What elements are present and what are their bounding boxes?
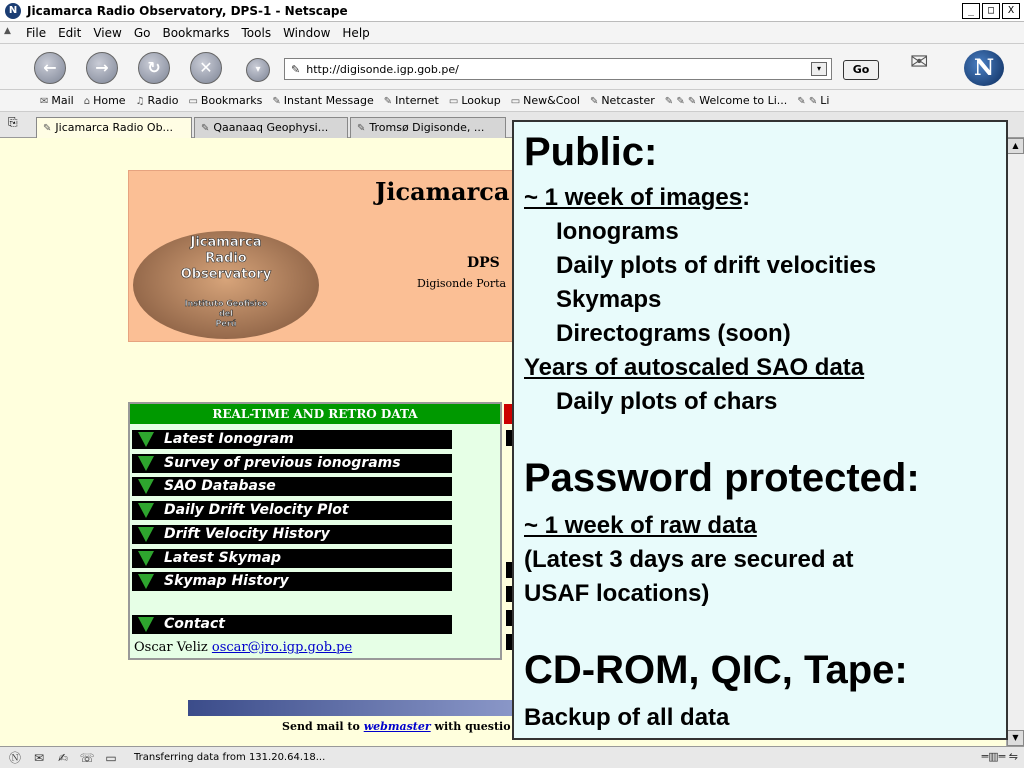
sao-line [524,354,864,382]
mail-icon[interactable]: ✉ [33,750,45,765]
item-drift-plots: Daily plots of drift velocities [556,252,877,279]
jicamarca-logo [133,231,319,339]
footer-banner [188,700,514,716]
netscape-app-icon: N [5,3,21,19]
link-label: Daily Drift Velocity Plot [164,502,349,518]
bookmark-label: Internet [395,94,439,107]
tab-label: Qaanaaq Geophysi... [213,121,329,134]
bookmark-internet[interactable] [384,94,439,107]
logo-line-4: Instituto Geofisico [184,299,268,308]
item-skymaps: Skymaps [556,286,662,313]
link-label: Survey of previous ionograms [164,455,401,471]
folder-icon: ▭ [448,96,459,107]
footer-prefix: Send mail to [282,720,360,733]
navigator-icon[interactable]: Ⓝ [8,750,21,765]
bookmark-home[interactable] [84,94,126,107]
tab-qaanaaq[interactable] [194,117,348,138]
address-book-icon[interactable]: ☏ [79,750,95,765]
composer-icon[interactable]: ✍ [57,750,69,765]
bookmark-radio[interactable] [136,94,179,107]
link-contact[interactable] [132,615,452,634]
link-icon: ✎ ✎ ✎ [664,96,697,107]
item-ionograms: Ionograms [556,218,679,245]
menu-help[interactable]: Help [342,25,370,40]
stop-button[interactable] [190,52,222,84]
contact-name: Oscar Veliz [134,640,208,655]
url-bar[interactable] [284,58,832,80]
tab-jicamarca[interactable] [36,117,192,138]
back-button[interactable] [34,52,66,84]
netscape-logo-icon[interactable]: N [964,50,1004,86]
contact-email-link[interactable]: oscar@jro.igp.gob.pe [211,640,353,655]
link-skymap-history[interactable] [132,572,452,591]
item-daily-chars: Daily plots of chars [556,388,778,415]
tab-label: Jicamarca Radio Ob... [55,121,174,134]
bookmark-netcaster[interactable] [590,94,655,107]
link-label: Latest Ionogram [164,431,294,447]
personal-toolbar [0,90,1024,112]
raw-note-2: USAF locations) [524,580,710,607]
bookmark-label: Instant Message [283,94,374,107]
bookmark-newcool[interactable] [511,94,580,107]
menu-bookmarks[interactable]: Bookmarks [162,25,230,40]
bookmark-mail[interactable] [40,94,74,107]
menu-bar [0,22,1024,44]
logo-line-5: del [219,309,233,318]
forward-button[interactable] [86,52,118,84]
logo-line-1: Jicamarca [190,235,262,250]
window-title: Jicamarca Radio Observatory, DPS-1 - Netscape [27,3,348,18]
menu-edit[interactable]: Edit [58,25,82,40]
images-colon: : [742,184,751,211]
page-icon: ✎ [43,123,52,134]
link-label: Drift Velocity History [164,526,330,542]
triangle-down-icon [138,456,154,471]
menu-tools[interactable]: Tools [241,25,272,40]
menu-window[interactable]: Window [283,25,331,40]
home-dropdown-button[interactable] [246,58,270,82]
link-icon: ✎ [272,96,281,107]
link-sao-database[interactable] [132,477,452,496]
bookmark-label: New&Cool [523,94,580,107]
link-drift-history[interactable] [132,525,452,544]
contact-line [134,640,352,655]
scroll-up-button[interactable]: ▲ [1007,138,1024,154]
bookmark-lookup[interactable] [449,94,501,107]
reload-button[interactable] [138,52,170,84]
raw-line-text: ~ 1 week of raw data [524,512,757,539]
vertical-scrollbar[interactable] [1006,138,1024,746]
bookmark-label: Netcaster [601,94,655,107]
bookmark-page-icon: ✎ [291,62,301,76]
url-input[interactable]: http://digisonde.igp.gob.pe/ [306,62,459,76]
bookmark-label: Home [93,94,126,107]
link-label: Latest Skymap [164,550,282,566]
public-heading: Public: [524,130,658,174]
raw-note-1: (Latest 3 days are secured at [524,546,854,573]
cd-heading: CD-ROM, QIC, Tape: [524,648,908,692]
tab-label: Tromsø Digisonde, ... [369,121,485,134]
bookmark-label: Mail [51,94,74,107]
bookmark-bookmarks[interactable] [188,94,262,107]
banner-dps: DPS [467,255,500,271]
bookmark-instant-message[interactable] [272,94,373,107]
link-survey-ionograms[interactable] [132,454,452,473]
footer-text [282,720,511,733]
raw-line [524,512,757,540]
menu-go[interactable]: Go [133,25,151,40]
maximize-button[interactable]: □ [982,3,1000,19]
page-icon: ✎ [201,123,210,134]
realtime-data-panel [128,402,502,660]
password-heading: Password protected: [524,456,920,500]
title-bar [0,0,1024,22]
chevron-down-icon: ▾ [255,64,261,75]
stop-icon: ✕ [199,58,213,77]
item-directograms: Directograms (soon) [556,320,791,347]
reload-icon: ↻ [147,58,161,77]
triangle-down-icon [138,527,154,542]
new-tab-icon[interactable]: ⎘ [8,115,18,129]
mail-icon: ✉ [40,96,49,107]
connection-status-icon: ═▥═ ⇋ [981,750,1018,763]
panel-header: REAL-TIME AND RETRO DATA [130,404,500,424]
go-button[interactable]: Go [843,60,879,80]
link-label: Skymap History [164,573,289,589]
minimize-button[interactable]: _ [962,3,980,19]
footer-suffix: with questio [434,720,511,733]
backup-line: Backup of all data [524,704,730,731]
url-history-dropdown[interactable]: ▾ [811,62,827,76]
tab-tromso[interactable] [350,117,506,138]
link-latest-ionogram[interactable] [132,430,452,449]
bookmark-label: Lookup [461,94,501,107]
menubar-grip-icon[interactable]: ▲ [4,25,11,36]
headphones-icon: ♫ [135,96,145,107]
link-icon: ✎ [383,96,393,107]
logo-line-6: Perú [215,319,237,328]
images-line [524,184,750,212]
bookmark-welcome[interactable] [665,94,788,107]
bookmark-label: Li [820,94,830,107]
status-bar [0,746,1024,768]
page-icon: ✎ [357,123,366,134]
menu-file[interactable]: File [26,25,47,40]
bookmark-label: Bookmarks [200,94,263,107]
triangle-down-icon [138,479,154,494]
menu-view[interactable]: View [93,25,122,40]
images-line-text: ~ 1 week of images [524,184,743,211]
sao-line-text: Years of autoscaled SAO data [524,354,865,381]
triangle-down-icon [138,617,154,632]
bookmark-label: Welcome to Li... [699,94,788,107]
link-label: SAO Database [164,478,276,494]
logo-line-2: Radio [205,251,247,266]
link-icon: ✎ [589,96,599,107]
triangle-down-icon [138,432,154,447]
folder-icon: ▭ [188,96,198,107]
webmaster-link[interactable]: webmaster [363,720,431,733]
slide-overlay-panel [512,120,1008,740]
banner-title: Jicamarca [375,177,510,206]
bookmark-label: Radio [147,94,179,107]
link-latest-skymap[interactable] [132,549,452,568]
window-controls [962,3,1020,19]
status-text: Transferring data from 131.20.64.18... [134,752,326,763]
logo-line-3: Observatory [180,267,272,282]
back-arrow-icon: ← [43,58,57,77]
folder-icon: ▭ [510,96,521,107]
print-icon[interactable]: ✉ [910,50,929,75]
banner-subtitle: Digisonde Porta [417,277,507,290]
site-banner [128,170,518,342]
close-button[interactable]: X [1002,3,1020,19]
forward-arrow-icon: → [95,58,109,77]
link-daily-drift[interactable] [132,501,452,520]
chat-icon[interactable]: ▭ [105,750,117,765]
home-icon: ⌂ [83,96,91,107]
triangle-down-icon [138,503,154,518]
link-label: Contact [164,616,225,632]
bookmark-li[interactable] [797,94,829,107]
triangle-down-icon [138,574,154,589]
scroll-down-button[interactable]: ▼ [1007,730,1024,746]
triangle-down-icon [138,551,154,566]
link-icon: ✎ ✎ [797,96,818,107]
